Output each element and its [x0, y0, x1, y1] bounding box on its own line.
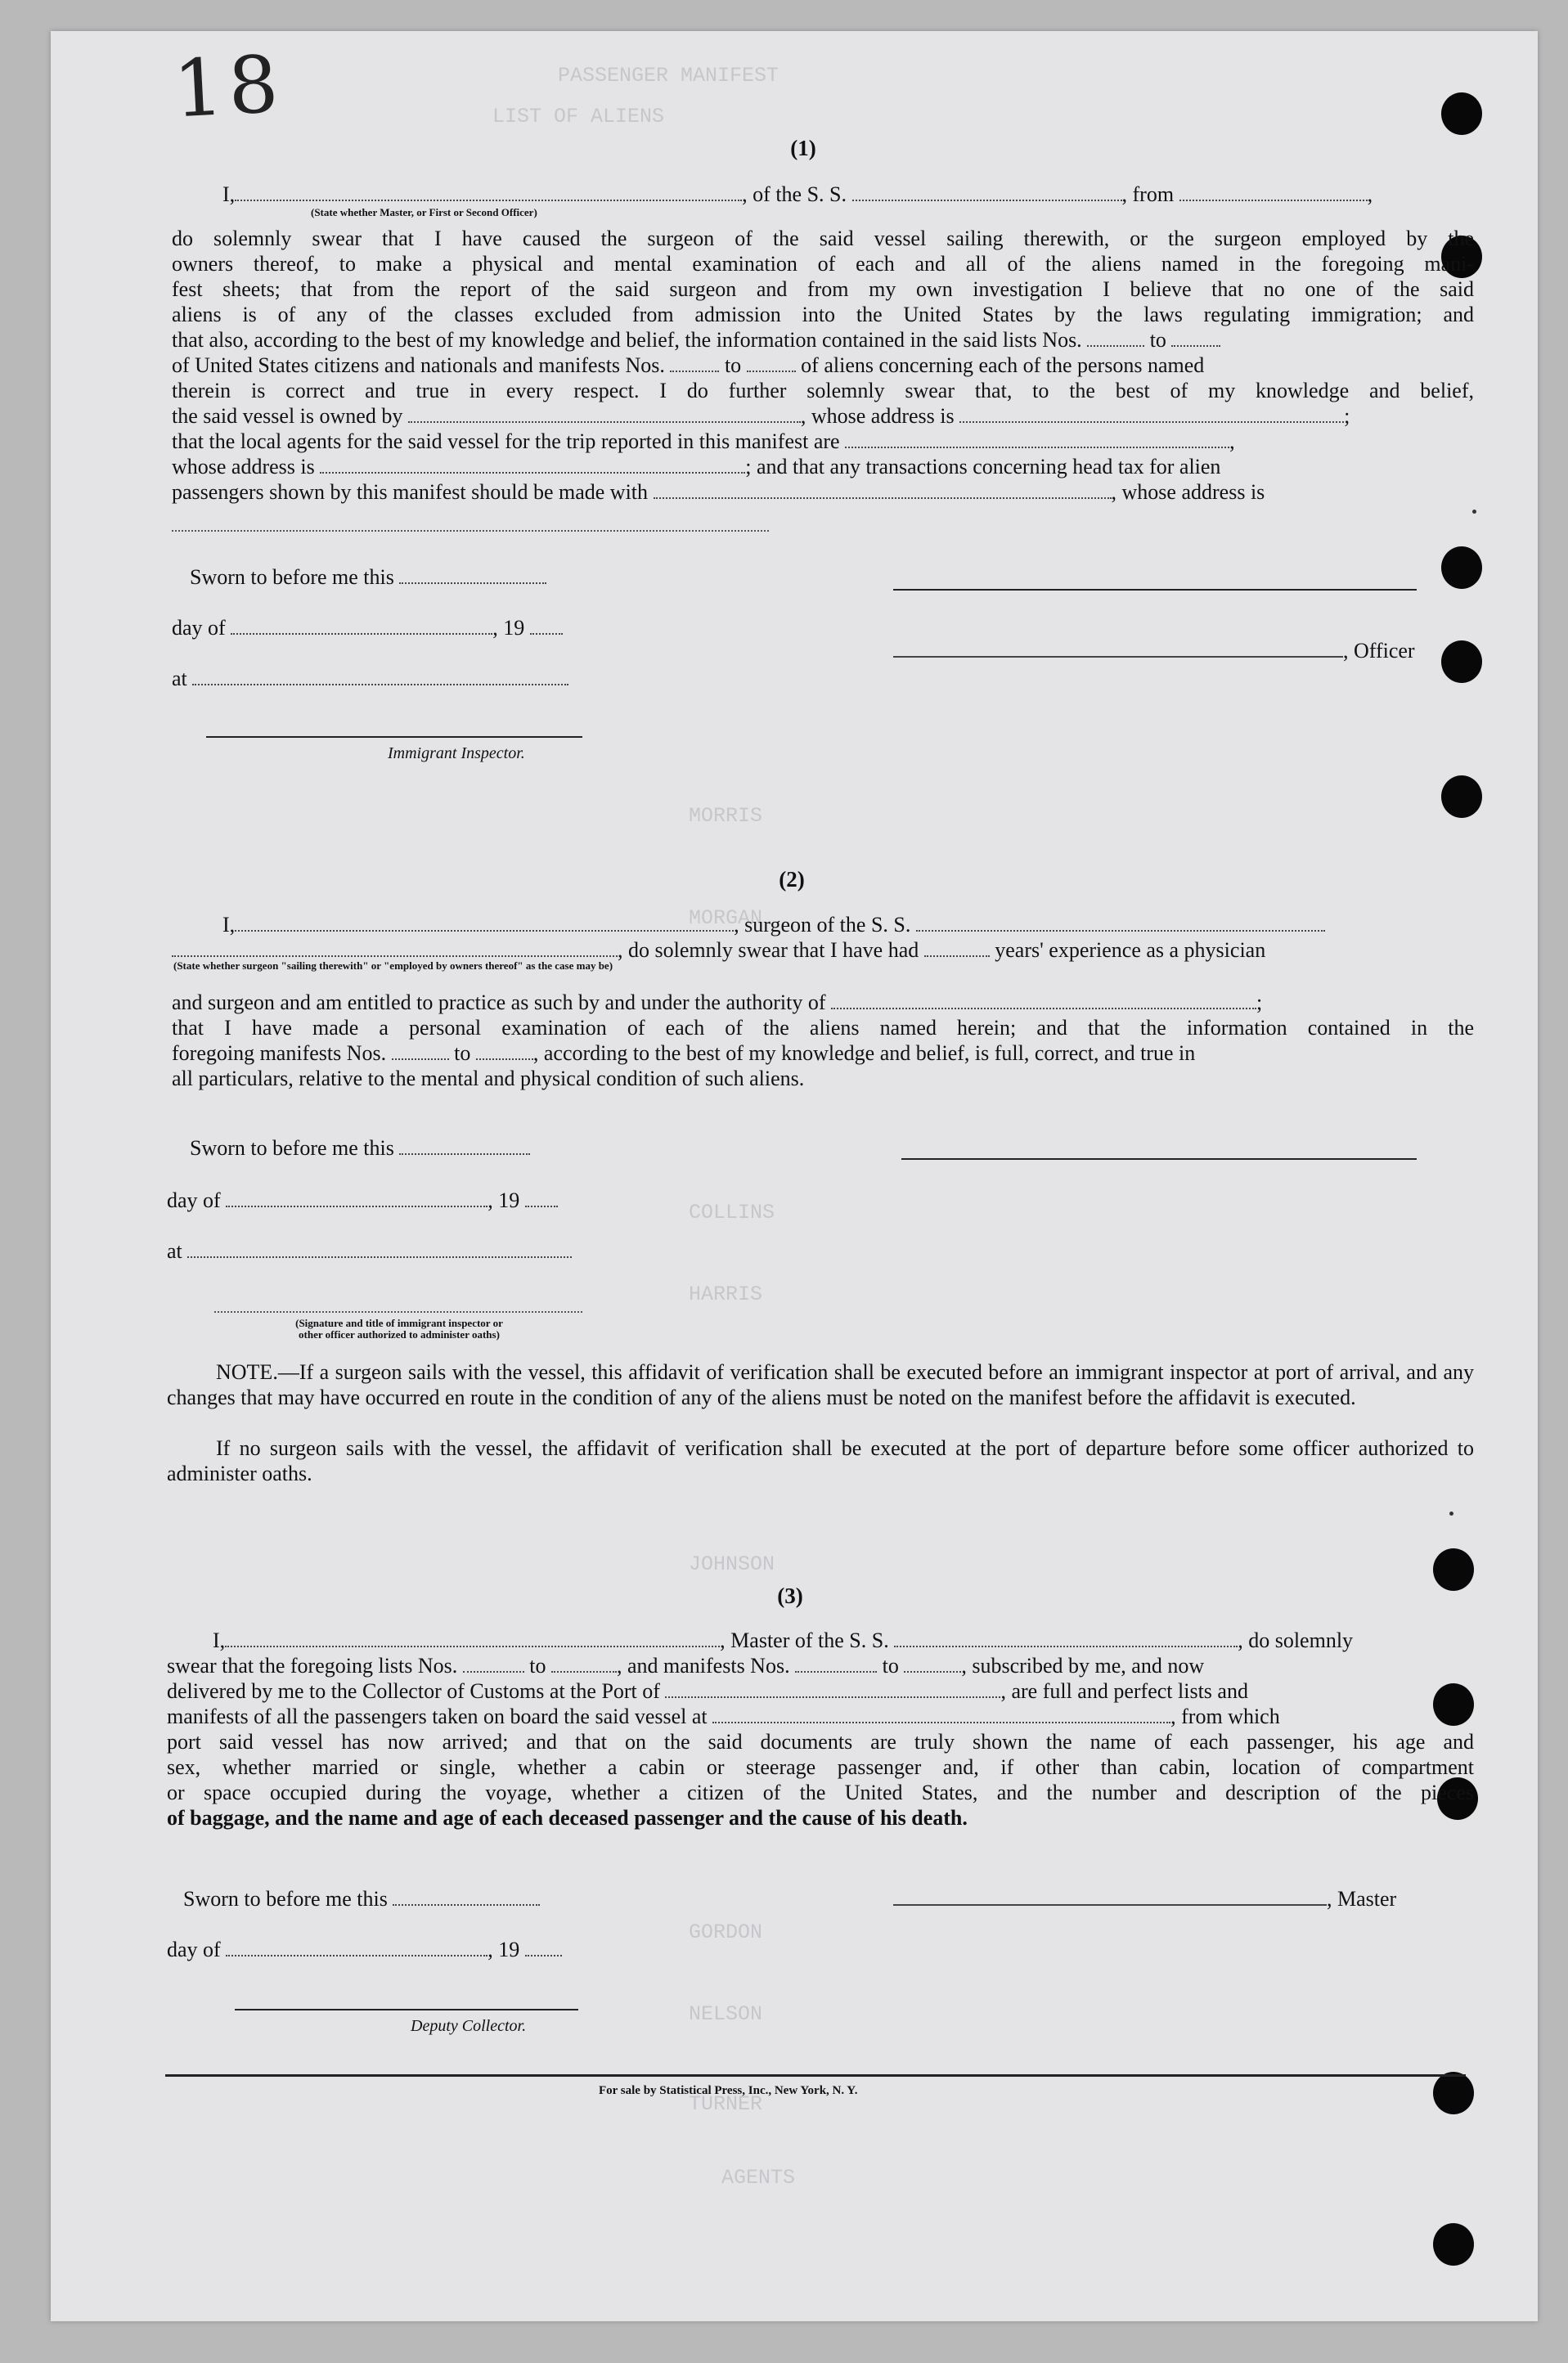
s2-note: [167, 1359, 1474, 1410]
s3-lists-line: [167, 1653, 1204, 1679]
owner-blank[interactable]: [408, 405, 801, 423]
punch-hole: [1433, 1548, 1474, 1591]
s3-deputy-signature[interactable]: [235, 2009, 578, 2010]
s2-line-opening: [222, 912, 1325, 938]
s2-surgeon-of: , surgeon of the S. S.: [734, 913, 911, 937]
master-name-blank[interactable]: [235, 183, 742, 201]
s1-citizens-a: of United States citizens and nationals and manifests Nos.: [172, 353, 665, 377]
s3-day-of: [167, 1937, 562, 1963]
s1-lists-pre: that also, according to the best of my knowledge and belief, the information contained in the said lists Nos.: [172, 328, 1082, 352]
s1-correct-line: therein is correct and true in every respect. I do further solemnly swear that, to the best of my knowledge and belief,: [172, 379, 1474, 402]
s3-month-blank[interactable]: [226, 1938, 487, 1956]
s1-month-blank[interactable]: [231, 617, 492, 635]
s2-authority-line: [172, 990, 1262, 1016]
s2-examination: that I have made a personal examination of each of the aliens named herein; and that the information contained in the: [172, 1016, 1474, 1040]
s1-officer: , Officer: [1343, 639, 1415, 663]
s1-semicolon: ;: [1344, 404, 1350, 428]
footer-rule: [165, 2074, 1466, 2077]
s1-inspector-signature[interactable]: [206, 736, 582, 738]
s3-manifest-to-blank[interactable]: [904, 1655, 961, 1673]
s1-body-line: aliens is of any of the classes excluded from admission into the United States by the laws regulating immigration; and: [172, 303, 1474, 326]
s3-port-blank[interactable]: [665, 1680, 1000, 1698]
s1-signature-line-1[interactable]: [893, 589, 1417, 591]
section-2-number: (2): [779, 867, 805, 892]
ghost-text: AGENTS: [721, 2166, 796, 2190]
s1-body-line: do solemnly swear that I have caused the surgeon of the said vessel sailing therewith, or the surgeon employed by the: [172, 227, 1474, 250]
s3-sworn-label: Sworn to before me this: [183, 1887, 388, 1911]
s2-at-label: at: [167, 1239, 182, 1263]
s3-sworn-day-blank[interactable]: [393, 1888, 540, 1906]
s1-whose-address: whose address is: [172, 455, 315, 478]
s1-inspector: Immigrant Inspector.: [388, 744, 525, 762]
s2-day-of: [167, 1188, 558, 1214]
s3-opening: I,: [213, 1628, 226, 1652]
s3-line-opening: [213, 1628, 1353, 1654]
s3-vessel-blank[interactable]: [894, 1629, 1238, 1647]
s1-of-ss: , of the S. S.: [742, 182, 847, 206]
s2-years: years' experience as a physician: [995, 938, 1266, 962]
ghost-text: HARRIS: [689, 1283, 763, 1306]
vessel-name-blank[interactable]: [852, 183, 1122, 201]
s3-swear-lists: swear that the foregoing lists Nos.: [167, 1654, 458, 1678]
s2-sworn-day-blank[interactable]: [399, 1137, 530, 1155]
punch-hole: [1441, 640, 1482, 683]
s3-manifests-line: [167, 1704, 1280, 1730]
years-blank[interactable]: [924, 939, 990, 957]
s2-swear: , do solemnly swear that I have had: [618, 938, 919, 962]
s3-master: , Master: [1327, 1887, 1397, 1911]
s1-whose-address-is: , whose address is: [800, 404, 955, 428]
s3-departure-blank[interactable]: [712, 1705, 1170, 1723]
s2-manifest-from-blank[interactable]: [392, 1042, 449, 1060]
surgeon-status-blank[interactable]: [172, 939, 618, 957]
s3-body: [167, 1729, 1474, 1831]
s1-body-line: fest sheets; that from the report of the said surgeon and from my own investigation I believe that no one of the said: [172, 277, 1474, 301]
ghost-text: JOHNSON: [689, 1552, 775, 1576]
agents-address-blank[interactable]: [320, 456, 745, 474]
s2-knowledge: , according to the best of my knowledge and belief, is full, correct, and true in: [532, 1041, 1196, 1065]
s1-comma: ,: [1367, 182, 1373, 206]
s3-sworn: [183, 1886, 540, 1912]
s2-note-label: NOTE.—: [216, 1360, 299, 1384]
lists-to-blank[interactable]: [1171, 329, 1220, 347]
lists-from-blank[interactable]: [1087, 329, 1144, 347]
footer-imprint: For sale by Statistical Press, Inc., New York, N. Y.: [599, 2084, 858, 2097]
s2-authority: and surgeon and am entitled to practice as such by and under the authority of: [172, 991, 826, 1014]
s1-body-line: owners thereof, to make a physical and mental examination of each and all of the aliens named in the foregoing mani-: [172, 252, 1474, 276]
s3-body-line: sex, whether married or single, whether a cabin or steerage passenger and, if other than cabin, location of compartment: [167, 1755, 1474, 1779]
s2-inspector-signature[interactable]: [214, 1311, 582, 1313]
s1-citizens-line: [172, 353, 1204, 379]
s2-vessel-blank[interactable]: [916, 914, 1325, 932]
s1-whose-line: [172, 454, 1220, 480]
s2-semicolon: ;: [1256, 991, 1263, 1014]
s1-body: [172, 226, 1474, 327]
page-number: 18: [171, 38, 285, 136]
s3-body-line: of baggage, and the name and age of each deceased passenger and the cause of his death.: [167, 1806, 968, 1830]
s1-owned-line: [172, 403, 1350, 429]
s1-year-blank[interactable]: [530, 617, 563, 635]
ghost-text: PASSENGER MANIFEST: [558, 64, 780, 88]
s3-lists-to-blank[interactable]: [551, 1655, 617, 1673]
s1-day-of-label: day of: [172, 616, 226, 640]
s1-opening: I,: [222, 182, 236, 206]
s1-sworn: [190, 564, 546, 591]
manifest-from-blank[interactable]: [670, 354, 719, 372]
manifest-page: [51, 31, 1538, 2321]
s3-year: , 19: [487, 1938, 520, 1961]
punch-hole: [1441, 92, 1482, 135]
s1-address-blank[interactable]: [172, 530, 769, 532]
s2-caption: (State whether surgeon "sailing therewith" or "employed by owners thereof" as the case may be): [173, 959, 613, 972]
s2-sworn-label: Sworn to before me this: [190, 1136, 394, 1160]
s2-at: [167, 1238, 572, 1265]
head-tax-blank[interactable]: [654, 481, 1112, 499]
speck: [1449, 1512, 1453, 1516]
section-3-number: (3): [777, 1584, 803, 1608]
s2-foregoing-line: [172, 1040, 1195, 1067]
s3-delivered: delivered by me to the Collector of Customs at the Port of: [167, 1679, 660, 1703]
manifest-to-blank[interactable]: [747, 354, 796, 372]
s2-sworn: [190, 1135, 530, 1161]
s1-year: , 19: [492, 616, 525, 640]
s3-full-perfect: , are full and perfect lists and: [1000, 1679, 1248, 1703]
s3-body-line: or space occupied during the voyage, whether a citizen of the United States, and the number and description of the pieces: [167, 1781, 1474, 1804]
ghost-text: MORGAN: [689, 906, 763, 930]
s1-to: to: [724, 353, 742, 377]
s3-body-line: port said vessel has now arrived; and that on the said documents are truly shown the name of each passenger, his age and: [167, 1730, 1474, 1754]
s1-lists-line: [172, 327, 1220, 353]
s1-officer-line: [893, 638, 1415, 664]
ghost-text: MORRIS: [689, 804, 763, 828]
s3-master-name-blank[interactable]: [225, 1629, 720, 1647]
s2-year-blank[interactable]: [525, 1189, 558, 1207]
s3-delivered-line: [167, 1678, 1248, 1705]
s3-master-line: [893, 1886, 1396, 1912]
s2-year: , 19: [487, 1188, 520, 1212]
s2-particulars: all particulars, relative to the mental and physical condition of such aliens.: [172, 1067, 805, 1090]
authority-blank[interactable]: [831, 991, 1256, 1009]
s1-owned-by: the said vessel is owned by: [172, 404, 403, 428]
agents-blank[interactable]: [845, 430, 1229, 448]
s1-caption: (State whether Master, or First or Second Officer): [311, 206, 537, 218]
punch-hole: [1441, 546, 1482, 589]
s2-signature-line[interactable]: [901, 1158, 1417, 1160]
s3-year-blank[interactable]: [525, 1938, 562, 1956]
punch-hole: [1433, 2072, 1474, 2114]
punch-hole: [1441, 775, 1482, 818]
s1-citizens-b: of aliens concerning each of the persons named: [801, 353, 1205, 377]
s2-day-of-label: day of: [167, 1188, 221, 1212]
section-1-number: (1): [790, 136, 816, 160]
s3-subscribed: , subscribed by me, and now: [961, 1654, 1205, 1678]
punch-hole: [1433, 1683, 1474, 1726]
s1-transactions: ; and that any transactions concerning head tax for alien: [745, 455, 1221, 478]
s1-passengers: passengers shown by this manifest should be made with: [172, 480, 649, 504]
s1-day-of: [172, 615, 563, 641]
s1-sworn-day-blank[interactable]: [399, 566, 546, 584]
s2-opening: I,: [222, 913, 236, 937]
s2-signature-caption-2: other officer authorized to administer oaths): [299, 1328, 500, 1341]
ghost-text: COLLINS: [689, 1201, 775, 1224]
s2-note-text: If a surgeon sails with the vessel, this affidavit of verification shall be executed before an immigrant inspector at port of arrival, and any changes that may have occurred en route in the condition of any of the aliens must be noted on the manifest before the affidavit is executed.: [167, 1360, 1474, 1409]
s1-agents-line: [172, 429, 1235, 455]
s2-month-blank[interactable]: [226, 1189, 487, 1207]
s1-from: , from: [1121, 182, 1175, 206]
s3-manifests-all: manifests of all the passengers taken on board the said vessel at: [167, 1705, 708, 1728]
ghost-text: LIST OF ALIENS: [492, 105, 665, 128]
s2-manifest-to-blank[interactable]: [476, 1042, 533, 1060]
ghost-text: NELSON: [689, 2002, 763, 2026]
s3-do-solemnly: , do solemnly: [1238, 1628, 1354, 1652]
s3-deputy: Deputy Collector.: [411, 2017, 527, 2035]
s2-signature-caption-1: (Signature and title of immigrant inspector or: [295, 1317, 503, 1329]
s3-manifest-from-blank[interactable]: [795, 1655, 877, 1673]
s3-to: to: [882, 1654, 899, 1678]
s2-foregoing: foregoing manifests Nos.: [172, 1041, 387, 1065]
s3-to: to: [529, 1654, 546, 1678]
s3-from-which: , from which: [1170, 1705, 1280, 1728]
s2-to: to: [454, 1041, 471, 1065]
s3-day-of-label: day of: [167, 1938, 221, 1961]
s3-master-of: , Master of the S. S.: [720, 1628, 889, 1652]
s3-lists-from-blank[interactable]: [463, 1655, 524, 1673]
s1-at: [172, 666, 568, 692]
from-port-blank[interactable]: [1179, 183, 1368, 201]
s1-whose-address-end: , whose address is: [1111, 480, 1265, 504]
ghost-text: GORDON: [689, 1920, 763, 1944]
s1-officer-signature[interactable]: [893, 640, 1343, 658]
s2-note2: If no surgeon sails with the vessel, the affidavit of verification shall be executed at the port of departure before some officer authorized to administer oaths.: [167, 1436, 1474, 1485]
s1-agents: that the local agents for the said vessel for the trip reported in this manifest are: [172, 429, 840, 453]
ghost-text: TURNER: [689, 2092, 763, 2116]
s1-line-opening: [222, 182, 1373, 208]
s1-place-blank[interactable]: [192, 667, 568, 685]
s2-place-blank[interactable]: [187, 1240, 572, 1258]
s1-passengers-line: [172, 479, 1265, 505]
s1-sworn-label: Sworn to before me this: [190, 565, 394, 589]
speck: [1472, 510, 1476, 514]
s1-to: to: [1149, 328, 1166, 352]
punch-hole: [1433, 2223, 1474, 2266]
s3-and-manifests: , and manifests Nos.: [617, 1654, 790, 1678]
s1-comma: ,: [1229, 429, 1235, 453]
s3-master-signature[interactable]: [893, 1888, 1327, 1906]
owner-address-blank[interactable]: [959, 405, 1344, 423]
s1-at-label: at: [172, 667, 187, 690]
surgeon-name-blank[interactable]: [235, 914, 734, 932]
